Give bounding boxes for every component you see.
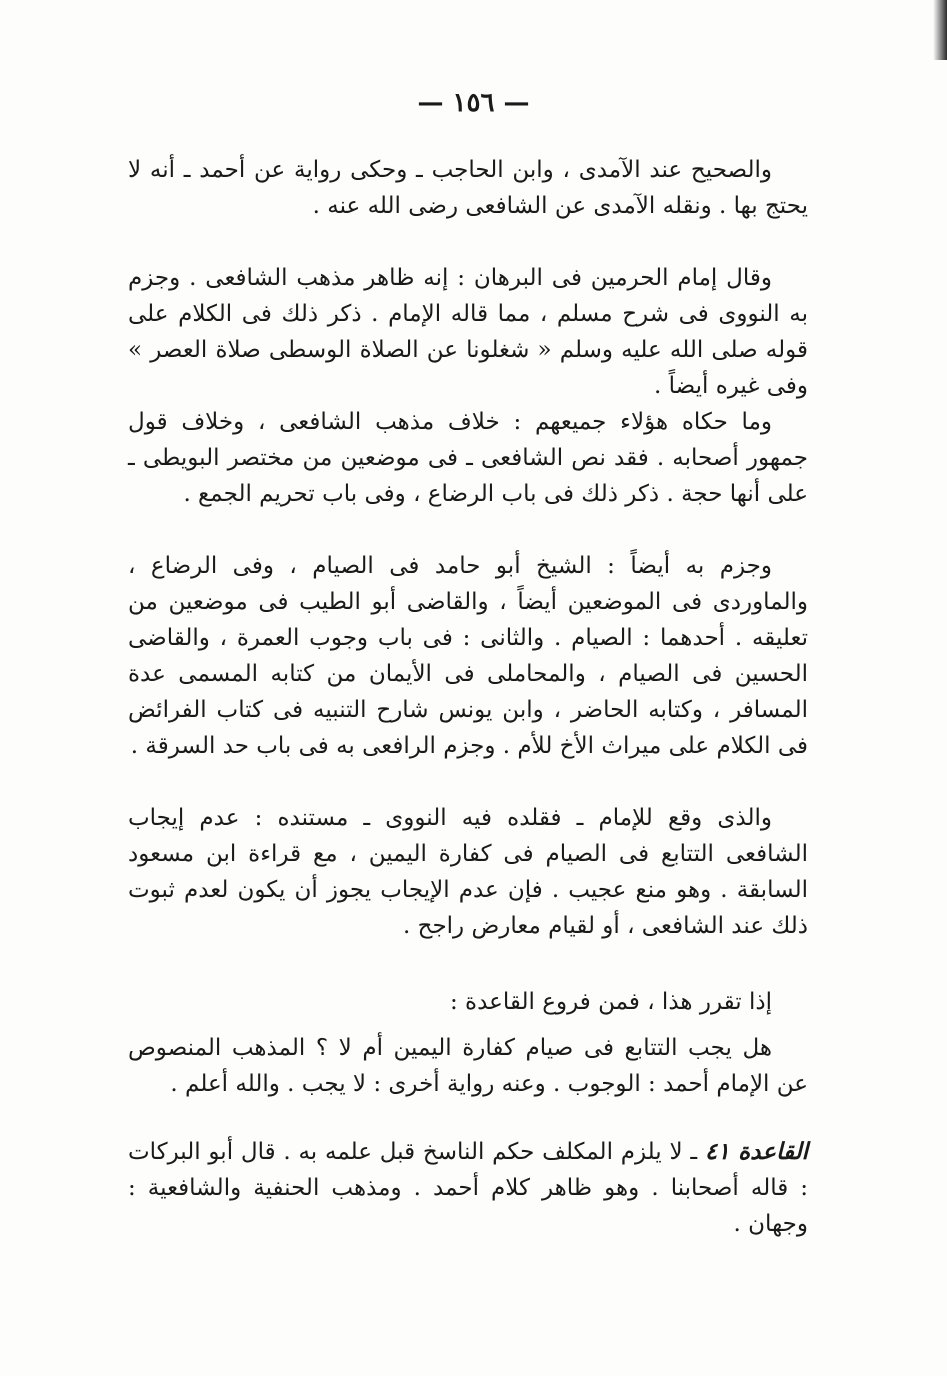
paragraph-text: وما حكاه هؤلاء جميعهم : خلاف مذهب الشافعى ، وخلاف قول جمهور أصحابه . فقد نص الشافعى ـ فى موضعين من مختصر البويطى ـ على أنها حجة . ذكر ذلك فى باب الرضاع ، وفى باب تحريم الجمع .	[128, 409, 808, 507]
page-edge-shadow	[933, 0, 947, 60]
paragraph-5	[128, 800, 808, 944]
paragraph-text: والذى وقع للإمام ـ فقلده فيه النووى ـ مستنده : عدم إيجاب الشافعى التتابع فى الصيام فى كفارة اليمين ، مع قراءة ابن مسعود السابقة . وهو منع عجيب . فإن عدم الإيجاب يجوز أن يكون لعدم ثبوت ذلك عند الشافعى ، أو لقيام معارض راجح .	[128, 805, 808, 939]
rule-text: ـ لا يلزم المكلف حكم الناسخ قبل علمه به . قال أبو البركات : قاله أصحابنا . وهو ظاهر كلام أحمد . ومذهب الحنفية والشافعية : وجهان .	[128, 1139, 808, 1237]
paragraph-6	[128, 984, 808, 1020]
rule-title: القاعدة ٤١	[704, 1138, 808, 1165]
paragraph-text: وجزم به أيضاً : الشيخ أبو حامد فى الصيام ، وفى الرضاع ، والماوردى فى الموضعين أيضاً ، والقاضى أبو الطيب فى موضعين من تعليقه . أحدهما : الصيام . والثانى : فى باب وجوب العمرة ، والقاضى الحسين فى الصيام ، والمحاملى فى الأيمان من كتابه المسمى عدة المسافر ، وكتابه الحاضر ، وابن يونس شارح التنبيه فى كتاب الفرائض فى الكلام على ميراث الأخ للأم . وجزم الرافعى به فى باب حد السرقة .	[128, 553, 808, 759]
paragraph-text: والصحيح عند الآمدى ، وابن الحاجب ـ وحكى رواية عن أحمد ـ أنه لا يحتج بها . ونقله الآمدى عن الشافعى رضى الله عنه .	[128, 157, 808, 219]
paragraph-text: إذا تقرر هذا ، فمن فروع القاعدة :	[450, 989, 772, 1015]
paragraph-2	[128, 260, 808, 404]
rule-text-wrapper	[128, 1134, 808, 1242]
page-number: — ١٥٦ —	[417, 88, 530, 118]
paragraph-7	[128, 1030, 808, 1102]
rule-paragraph	[128, 1134, 808, 1242]
paragraph-3	[128, 404, 808, 512]
paragraph-text: وقال إمام الحرمين فى البرهان : إنه ظاهر مذهب الشافعى . وجزم به النووى فى شرح مسلم ، مما قاله الإمام . ذكر ذلك فى الكلام على قوله صلى الله عليه وسلم « شغلونا عن الصلاة الوسطى صلاة العصر » وفى غيره أيضاً .	[128, 265, 808, 399]
paragraph-4	[128, 548, 808, 764]
paragraph-text: هل يجب التتابع فى صيام كفارة اليمين أم لا ؟ المذهب المنصوص عن الإمام أحمد : الوجوب . وعنه رواية أخرى : لا يجب . والله أعلم .	[128, 1035, 808, 1097]
paragraph-1	[128, 152, 808, 224]
